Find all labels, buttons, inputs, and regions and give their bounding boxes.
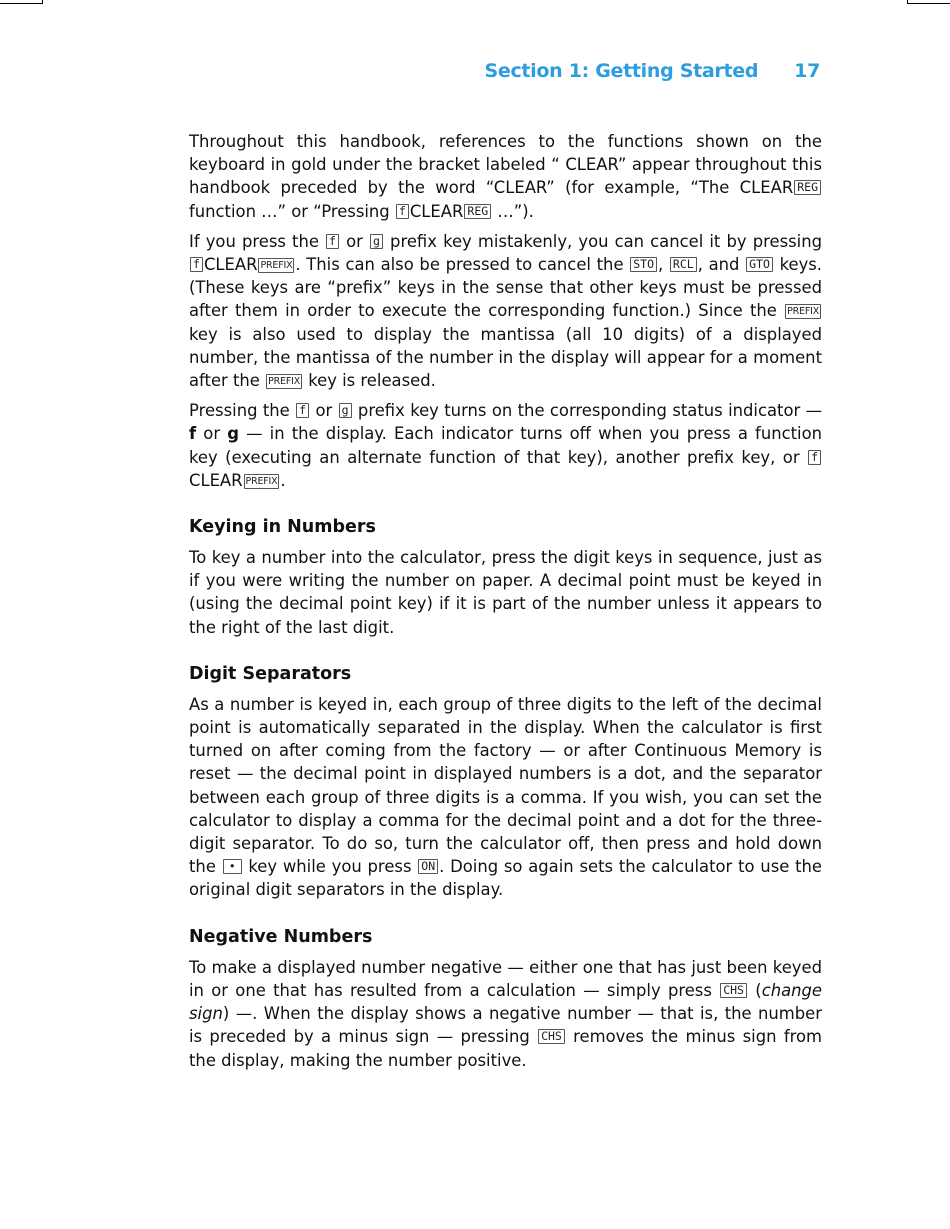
text: key is also used to display the mantissa (all 10 digits) of a displayed number, the mantissa of the number in the display will appear for a moment after the — [189, 324, 822, 391]
text: key while you press — [242, 857, 418, 877]
f-key: f — [296, 403, 309, 418]
text: . This can also be pressed to cancel the — [295, 255, 630, 275]
heading-digit-separators: Digit Separators — [189, 663, 352, 684]
text: Pressing the — [189, 401, 296, 421]
sto-key: STO — [630, 257, 657, 272]
f-key: f — [808, 450, 821, 465]
f-key: f — [396, 204, 409, 219]
text: , and — [697, 255, 746, 275]
text: , — [658, 255, 669, 275]
text: To make a displayed number negative — either one that has just been keyed in or one that has resulted from a calculation — simply press — [189, 957, 822, 1000]
prefix-key: PREFIX — [787, 306, 819, 318]
text: function …” or “Pressing — [189, 201, 395, 221]
paragraph-keying: To key a number into the calculator, press the digit keys in sequence, just as if you were writing the number on paper. A decimal point must be keyed in (using the decimal point key) if it is part of the number unless it appears to the right of the last digit. — [189, 548, 822, 637]
paragraph-negative-numbers — [189, 956, 822, 1072]
text: prefix key turns on the corresponding status indicator — — [352, 401, 822, 421]
on-key: ON — [418, 859, 438, 874]
rcl-key: RCL — [670, 257, 697, 272]
chs-key: CHS — [720, 983, 747, 998]
text: If you press the — [189, 231, 326, 251]
prefix-key: PREFIX — [245, 475, 278, 487]
text: CLEAR — [189, 470, 243, 490]
text: or — [196, 424, 228, 444]
f-key: f — [190, 257, 203, 272]
text: — in the display. Each indicator turns off when you press a function key (executing an alternate function of that key), another prefix key, or — [189, 424, 823, 467]
text: prefix key mistakenly, you can cancel it by pressing — [383, 231, 822, 251]
g-key: g — [339, 403, 352, 418]
decimal-point-key: • — [223, 859, 242, 874]
crop-mark-left — [0, 0, 43, 4]
prefix-key: PREFIX — [268, 376, 301, 388]
g-indicator: g — [227, 424, 239, 444]
text: removes the minus sign from the display, making the number positive. — [189, 1027, 822, 1070]
f-indicator: f — [189, 424, 197, 444]
paragraph-digit-separators — [189, 693, 822, 902]
paragraph-status-indicator — [189, 399, 822, 492]
gto-key: GTO — [746, 257, 773, 272]
paragraph-clear-functions — [189, 130, 822, 223]
text: CLEAR — [409, 201, 464, 221]
prefix-key: PREFIX — [260, 260, 293, 272]
text: . — [280, 470, 286, 490]
reg-key: REG — [794, 180, 821, 195]
text: key is released. — [303, 371, 436, 391]
text: or — [310, 401, 338, 421]
page-number: 17 — [794, 60, 820, 82]
reg-key: REG — [464, 204, 491, 219]
text: . Doing so again sets the calculator to use the original digit separators in the display. — [189, 857, 822, 900]
text: Throughout this handbook, references to the functions shown on the keyboard in gold under the bracket labeled “ CLEAR” appear throughout this handbook preceded by the word “CLEAR” (for example, “The CLEAR — [189, 132, 822, 198]
text: …”). — [492, 201, 534, 221]
text: keys. (These keys are “prefix” keys in the sense that other keys must be pressed after them in order to execute the corresponding function.) Since the — [189, 255, 823, 321]
text: As a number is keyed in, each group of three digits to the left of the decimal point is automatically separated in the display. When the calculator is first turned on after coming from the factory — or after Continuous Memory is reset — the decimal point in displayed numbers is a dot, and the separator between each group of three digits is a comma. If you wish, you can set the calculator to display a comma for the decimal point and a dot for the three-digit separator. To do so, turn the calculator off, then press and hold down the — [189, 694, 822, 877]
running-head — [190, 60, 820, 82]
text: ( — [747, 980, 762, 1000]
text: or — [339, 231, 369, 251]
section-title: Section 1: Getting Started — [484, 60, 759, 82]
heading-negative-numbers: Negative Numbers — [189, 926, 373, 947]
page-body — [189, 130, 822, 1079]
change-sign-term: change sign — [189, 980, 823, 1024]
f-key: f — [326, 234, 339, 249]
text: CLEAR — [203, 255, 258, 275]
chs-key: CHS — [538, 1029, 565, 1044]
heading-keying-in-numbers: Keying in Numbers — [189, 517, 376, 538]
paragraph-prefix-cancel — [189, 230, 822, 392]
crop-mark-right — [907, 0, 950, 4]
text: ) —. When the display shows a negative number — that is, the number is preceded by a minus sign — pressing — [189, 1004, 822, 1047]
g-key: g — [370, 234, 383, 249]
